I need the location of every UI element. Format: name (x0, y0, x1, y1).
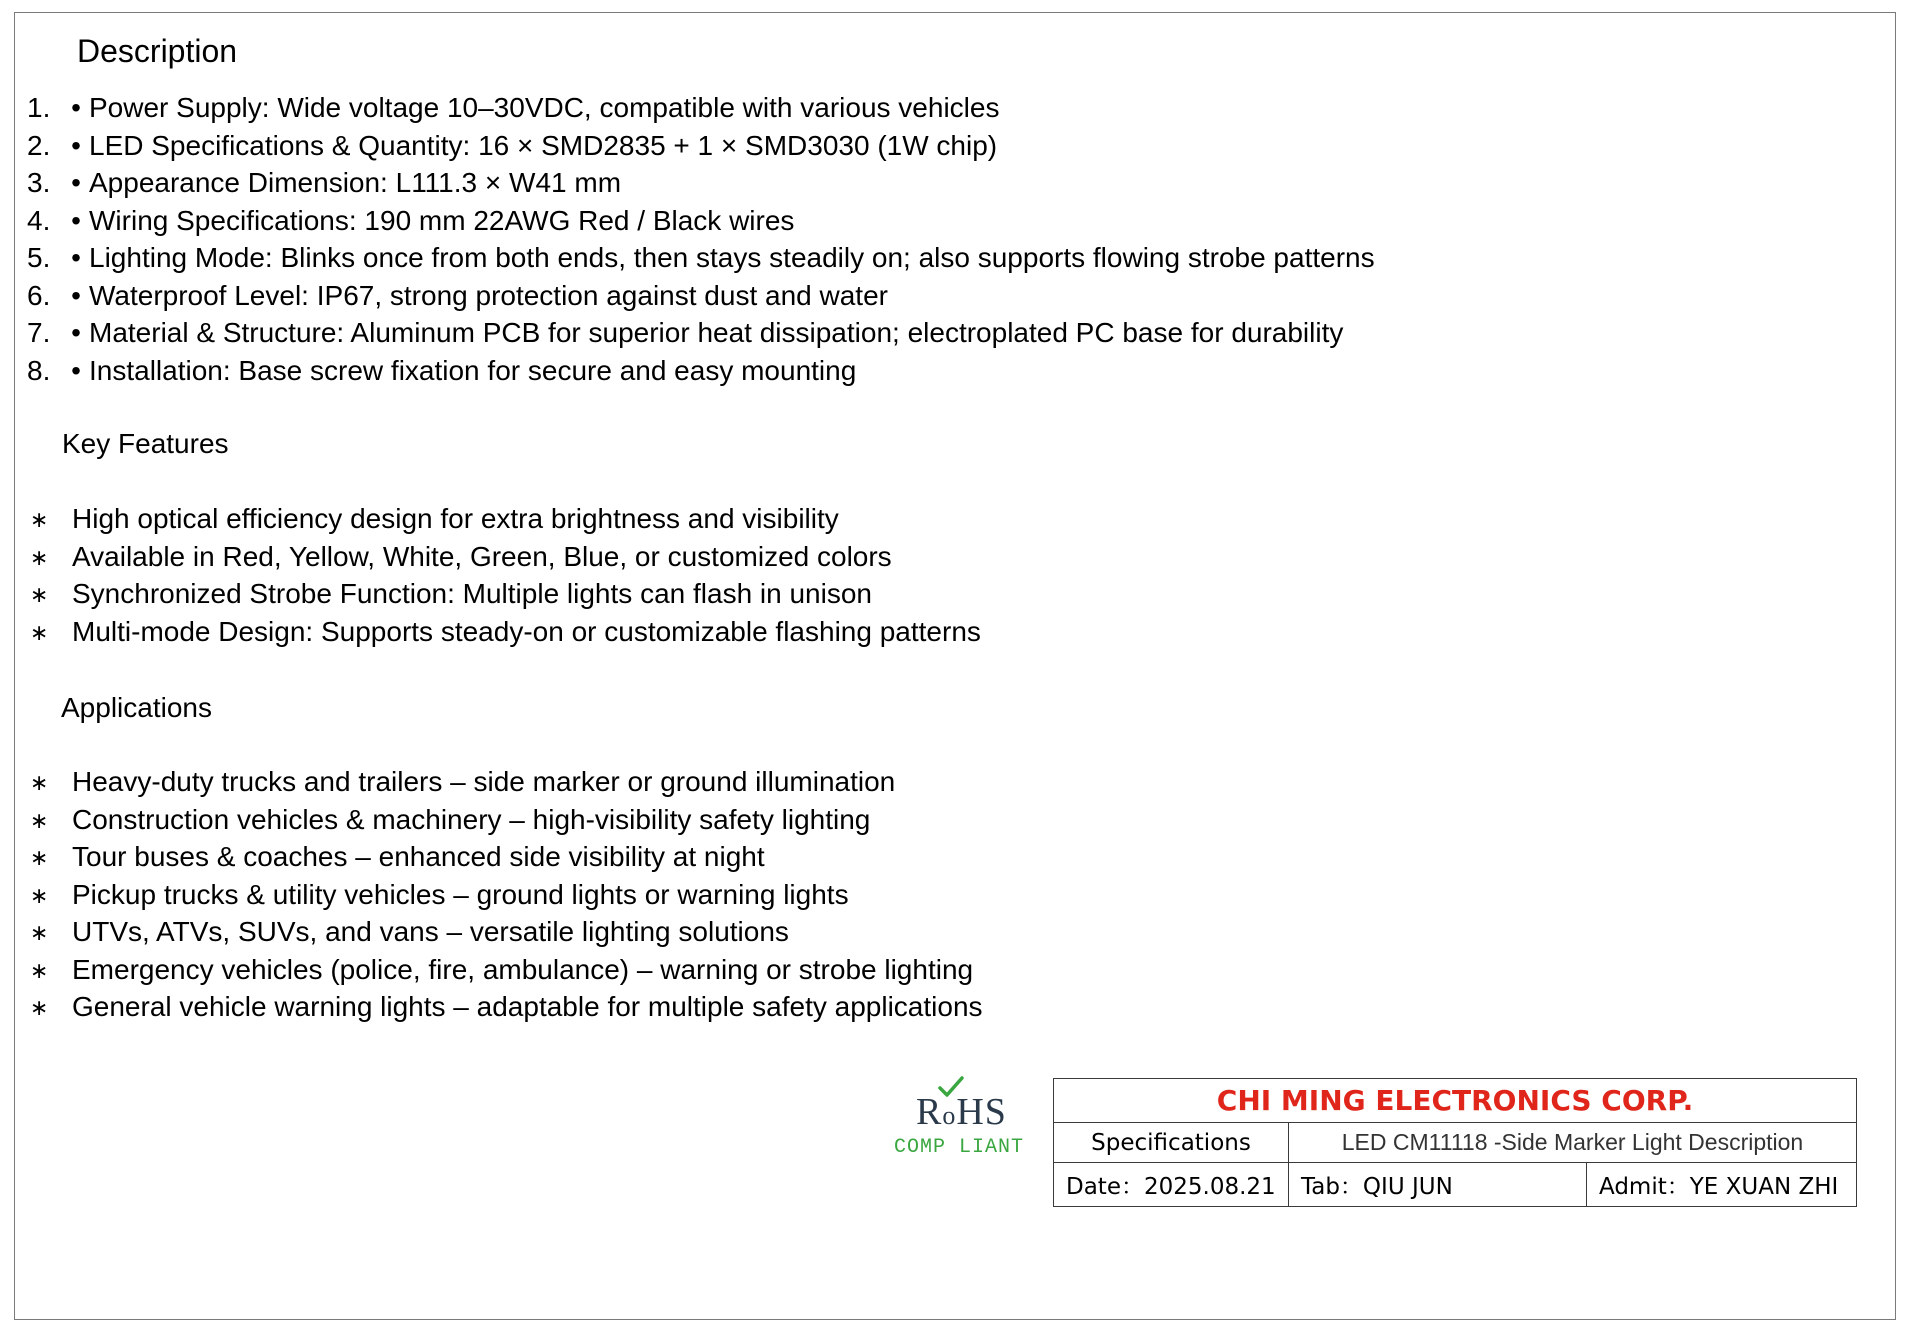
asterisk-bullet-icon: ∗ (30, 920, 49, 945)
asterisk-bullet-icon: ∗ (30, 619, 49, 645)
item-number: 1. (27, 92, 51, 123)
item-number: 4. (27, 204, 51, 236)
description-item (27, 127, 1375, 165)
bullet-icon: • (71, 129, 81, 161)
application-item (30, 876, 983, 914)
description-item-text: Lighting Mode: Blinks once from both ends, then stays steadily on; also supports flowing strobe patterns (89, 242, 1375, 273)
asterisk-bullet-icon: ∗ (30, 807, 49, 833)
specifications-label: Specifications (1054, 1123, 1289, 1163)
feature-item-text: High optical efficiency design for extra brightness and visibility (72, 503, 839, 534)
key-features-list (30, 500, 981, 650)
description-item (27, 277, 1375, 315)
item-number: 3. (27, 167, 51, 198)
bullet-icon: • (71, 354, 81, 386)
feature-item-text: Multi-mode Design: Supports steady-on or customizable flashing patterns (72, 615, 981, 647)
feature-item (30, 575, 981, 613)
feature-item-text: Synchronized Strobe Function: Multiple lights can flash in unison (72, 578, 872, 609)
feature-item-text: Available in Red, Yellow, White, Green, Blue, or customized colors (72, 540, 892, 572)
description-list (27, 89, 1375, 389)
asterisk-bullet-icon: ∗ (30, 995, 49, 1020)
bullet-icon: • (71, 167, 81, 198)
description-heading: Description (77, 33, 238, 69)
tab-field: Tab：QIU JUN (1289, 1163, 1587, 1207)
description-item-text: Appearance Dimension: L111.3 × W41 mm (89, 167, 622, 198)
asterisk-bullet-icon: ∗ (30, 582, 49, 607)
item-number: 2. (27, 129, 51, 161)
applications-heading: Applications (61, 692, 212, 723)
description-item (27, 164, 1375, 202)
description-item-text: LED Specifications & Quantity: 16 × SMD2835 + 1 × SMD3030 (1W chip) (89, 129, 998, 161)
application-item-text: General vehicle warning lights – adaptable for multiple safety applications (72, 991, 983, 1022)
asterisk-bullet-icon: ∗ (30, 882, 49, 908)
bullet-icon: • (71, 204, 81, 236)
rohs-compliant-label: COMP LIANT (894, 1136, 1025, 1159)
asterisk-bullet-icon: ∗ (30, 957, 49, 983)
description-item-text: Material & Structure: Aluminum PCB for superior heat dissipation; electroplated PC base for durability (89, 317, 1344, 348)
company-name: CHI MING ELECTRONICS CORP. (1054, 1079, 1857, 1123)
description-item-text: Wiring Specifications: 190 mm 22AWG Red / Black wires (89, 204, 795, 236)
application-item-text: Heavy-duty trucks and trailers – side marker or ground illumination (72, 766, 896, 797)
application-item-text: Tour buses & coaches – enhanced side visibility at night (72, 841, 765, 872)
application-item (30, 801, 983, 839)
applications-list (30, 763, 983, 1026)
bullet-icon: • (71, 317, 81, 348)
asterisk-bullet-icon: ∗ (30, 770, 49, 795)
description-item (27, 239, 1375, 277)
item-number: 6. (27, 279, 51, 311)
feature-item (30, 613, 981, 651)
rohs-logo (888, 1076, 1025, 1166)
specifications-value: LED CM11118 -Side Marker Light Description (1289, 1123, 1857, 1163)
asterisk-bullet-icon: ∗ (30, 544, 49, 570)
rohs-mark: RoHS (916, 1091, 1007, 1133)
description-item-text: Waterproof Level: IP67, strong protection against dust and water (89, 279, 888, 311)
admit-field: Admit：YE XUAN ZHI (1587, 1163, 1857, 1207)
application-item (30, 913, 983, 951)
description-item (27, 89, 1375, 127)
application-item-text: Emergency vehicles (police, fire, ambulance) – warning or strobe lighting (72, 953, 974, 985)
application-item-text: Pickup trucks & utility vehicles – ground lights or warning lights (72, 878, 849, 910)
item-number: 5. (27, 242, 51, 273)
description-item (27, 314, 1375, 352)
application-item (30, 838, 983, 876)
asterisk-bullet-icon: ∗ (30, 845, 49, 870)
item-number: 8. (27, 354, 51, 386)
application-item (30, 951, 983, 989)
item-number: 7. (27, 317, 51, 348)
description-item (27, 202, 1375, 240)
bullet-icon: • (71, 92, 81, 123)
feature-item (30, 538, 981, 576)
date-field: Date：2025.08.21 (1054, 1163, 1289, 1207)
title-block (1053, 1078, 1857, 1207)
description-item (27, 352, 1375, 390)
bullet-icon: • (71, 279, 81, 311)
application-item (30, 763, 983, 801)
application-item-text: Construction vehicles & machinery – high-visibility safety lighting (72, 803, 871, 835)
application-item-text: UTVs, ATVs, SUVs, and vans – versatile lighting solutions (72, 916, 789, 947)
description-item-text: Installation: Base screw fixation for secure and easy mounting (89, 354, 857, 386)
asterisk-bullet-icon: ∗ (30, 507, 49, 532)
description-item-text: Power Supply: Wide voltage 10–30VDC, compatible with various vehicles (89, 92, 1000, 123)
application-item (30, 988, 983, 1026)
feature-item (30, 500, 981, 538)
key-features-heading: Key Features (62, 428, 229, 459)
bullet-icon: • (71, 242, 81, 273)
